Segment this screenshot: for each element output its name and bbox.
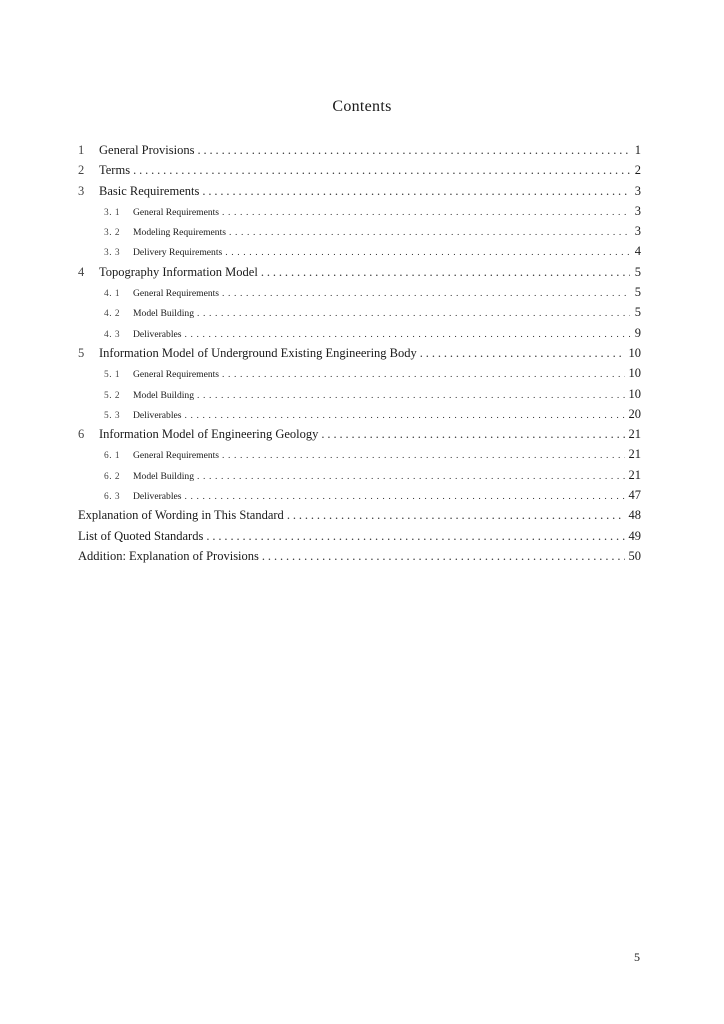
toc-entry-number: 4. 1 bbox=[104, 289, 121, 300]
toc-entry-label: Deliverables bbox=[133, 491, 182, 503]
toc-entry-number: 4 bbox=[78, 264, 85, 279]
dot-leader bbox=[321, 424, 624, 444]
toc-entry-label: Model Building bbox=[133, 389, 195, 401]
dot-leader bbox=[222, 365, 624, 385]
toc-entry[interactable] bbox=[78, 302, 641, 322]
toc-entry-page: 3 bbox=[634, 224, 641, 239]
dot-leader bbox=[287, 505, 625, 525]
toc-entry-label: General Requirements bbox=[133, 288, 220, 300]
page-number: 5 bbox=[634, 950, 640, 964]
toc-entry-page: 10 bbox=[628, 345, 641, 360]
toc-entry-label: Modeling Requirements bbox=[133, 227, 226, 239]
toc-entry[interactable] bbox=[78, 485, 641, 505]
toc-entry-page: 10 bbox=[628, 366, 641, 381]
toc-entry[interactable] bbox=[78, 241, 641, 261]
toc-entry-number: 4. 3 bbox=[104, 329, 121, 340]
toc-entry-page: 48 bbox=[628, 508, 641, 523]
toc-entry[interactable] bbox=[78, 465, 641, 485]
toc-entry[interactable] bbox=[78, 181, 641, 201]
toc-entry-label: Basic Requirements bbox=[99, 183, 200, 198]
toc-entry-page: 21 bbox=[628, 427, 641, 442]
toc-entry-number: 6 bbox=[78, 427, 85, 442]
dot-leader bbox=[184, 487, 624, 507]
table-of-contents bbox=[78, 140, 641, 566]
dot-leader bbox=[420, 343, 625, 363]
toc-entry-label: General Requirements bbox=[133, 450, 220, 462]
dot-leader bbox=[197, 304, 630, 324]
toc-entry-label: Model Building bbox=[133, 470, 195, 482]
dot-leader bbox=[225, 243, 630, 263]
toc-entry-number: 6. 1 bbox=[104, 451, 121, 462]
toc-entry-number: 3. 2 bbox=[104, 228, 121, 239]
toc-entry[interactable] bbox=[78, 282, 641, 302]
toc-entry-page: 10 bbox=[628, 386, 641, 401]
toc-entry-number: 3. 3 bbox=[104, 248, 121, 259]
dot-leader bbox=[222, 284, 630, 304]
dot-leader bbox=[222, 446, 624, 466]
toc-entry[interactable] bbox=[78, 323, 641, 343]
toc-entry[interactable] bbox=[78, 343, 641, 363]
toc-entry[interactable] bbox=[78, 505, 641, 525]
toc-entry[interactable] bbox=[78, 384, 641, 404]
dot-leader bbox=[229, 223, 630, 243]
dot-leader bbox=[261, 262, 630, 282]
dot-leader bbox=[206, 526, 624, 546]
dot-leader bbox=[184, 406, 624, 426]
toc-entry-label: Deliverables bbox=[133, 328, 182, 340]
toc-entry-label: Information Model of Underground Existing Engineering Body bbox=[99, 345, 417, 360]
toc-entry-number: 5. 3 bbox=[104, 410, 121, 421]
toc-entry-page: 1 bbox=[634, 143, 641, 157]
dot-leader bbox=[222, 203, 630, 223]
toc-entry-number: 3. 1 bbox=[104, 207, 121, 218]
toc-entry[interactable] bbox=[78, 201, 641, 221]
toc-entry[interactable] bbox=[78, 221, 641, 241]
toc-entry-page: 49 bbox=[628, 528, 641, 543]
toc-entry-number: 5. 2 bbox=[104, 390, 121, 401]
toc-entry-page: 20 bbox=[628, 406, 641, 421]
toc-entry-label: Delivery Requirements bbox=[133, 247, 223, 259]
toc-entry[interactable] bbox=[78, 404, 641, 424]
toc-entry-page: 5 bbox=[634, 285, 641, 300]
toc-entry-label: Deliverables bbox=[133, 409, 182, 421]
toc-entry-page: 2 bbox=[634, 163, 641, 178]
toc-entry[interactable] bbox=[78, 526, 641, 546]
toc-entry[interactable] bbox=[78, 363, 641, 383]
toc-entry-page: 3 bbox=[634, 183, 641, 198]
toc-entry-page: 5 bbox=[634, 264, 641, 279]
toc-entry-page: 21 bbox=[628, 447, 641, 462]
toc-entry-label: Explanation of Wording in This Standard bbox=[78, 508, 284, 523]
toc-entry-number: 5. 1 bbox=[104, 370, 121, 381]
toc-entry-page: 4 bbox=[634, 244, 641, 259]
toc-entry-number: 3 bbox=[78, 183, 85, 198]
toc-entry-number: 6. 2 bbox=[104, 471, 121, 482]
toc-entry-label: General Provisions bbox=[99, 143, 195, 157]
dot-leader bbox=[184, 325, 630, 345]
toc-entry-page: 50 bbox=[628, 548, 641, 563]
toc-entry-label: Model Building bbox=[133, 308, 195, 320]
dot-leader bbox=[197, 467, 624, 487]
toc-entry-number: 4. 2 bbox=[104, 309, 121, 320]
dot-leader bbox=[133, 160, 630, 180]
page-title: Contents bbox=[332, 98, 392, 115]
toc-entry-label: Topography Information Model bbox=[99, 264, 258, 279]
toc-entry[interactable] bbox=[78, 140, 641, 160]
dot-leader bbox=[197, 386, 624, 406]
toc-entry-page: 9 bbox=[634, 325, 641, 340]
toc-entry[interactable] bbox=[78, 546, 641, 566]
toc-entry-label: Terms bbox=[99, 163, 131, 178]
toc-entry-number: 1 bbox=[78, 143, 85, 157]
toc-entry-page: 47 bbox=[628, 488, 641, 503]
toc-entry-label: General Requirements bbox=[133, 369, 220, 381]
toc-entry[interactable] bbox=[78, 160, 641, 180]
toc-entry-page: 5 bbox=[634, 305, 641, 320]
toc-entry-label: Information Model of Engineering Geology bbox=[99, 427, 319, 442]
toc-entry-label: List of Quoted Standards bbox=[78, 528, 204, 543]
toc-entry-number: 5 bbox=[78, 345, 85, 360]
toc-entry-page: 3 bbox=[634, 203, 641, 218]
toc-entry-page: 21 bbox=[628, 467, 641, 482]
toc-entry[interactable] bbox=[78, 444, 641, 464]
dot-leader bbox=[202, 181, 630, 201]
dot-leader bbox=[262, 546, 625, 566]
toc-entry-number: 6. 3 bbox=[104, 492, 121, 503]
toc-entry[interactable] bbox=[78, 262, 641, 282]
toc-entry[interactable] bbox=[78, 424, 641, 444]
toc-entry-label: Addition: Explanation of Provisions bbox=[78, 548, 259, 563]
dot-leader bbox=[197, 140, 630, 160]
toc-entry-label: General Requirements bbox=[133, 206, 220, 218]
toc-entry-number: 2 bbox=[78, 163, 85, 178]
